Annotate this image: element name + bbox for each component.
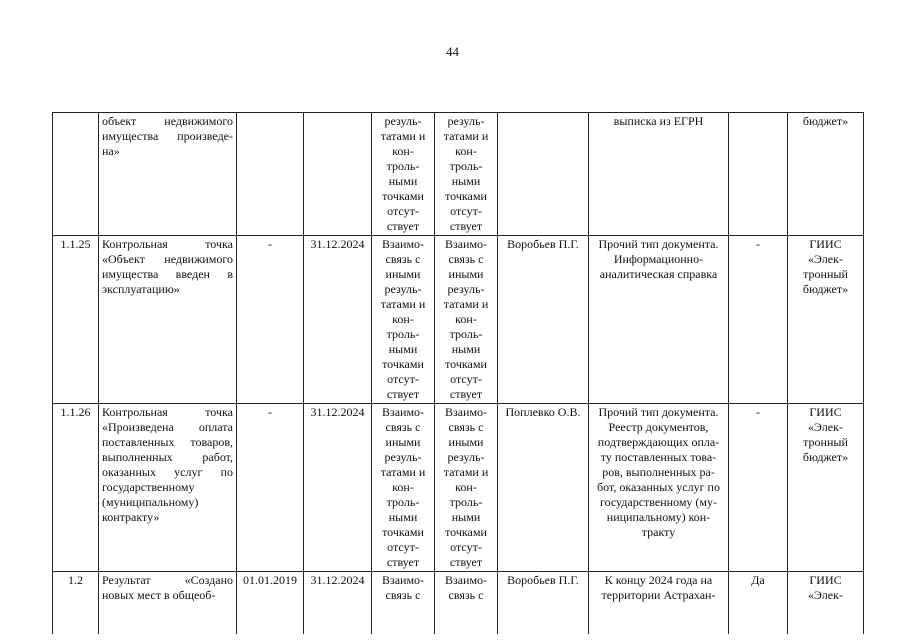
- cell-line: ными: [388, 510, 418, 524]
- cell-line: ров, выполненных ра-: [602, 465, 715, 479]
- cell-line: связь с: [448, 588, 484, 602]
- cell-line: связь с: [448, 252, 484, 266]
- cell-line: иными: [385, 267, 421, 281]
- cell-text: Результат «Создано новых мест в общеоб-: [102, 573, 233, 602]
- cell-line: Взаимо-: [444, 237, 488, 251]
- responsible-cell: [498, 572, 589, 635]
- cell-text: объект недвижимого имущества произведе-на»: [102, 114, 233, 158]
- cell-line: отсут-: [387, 540, 419, 554]
- cell-text: Контрольная точка «Объект недвижимого имущества введен в эксплуатацию»: [102, 237, 233, 296]
- cell-line: точками: [445, 525, 487, 539]
- cell-line: кон-: [392, 312, 414, 326]
- cell-text: 1.1.25: [60, 237, 91, 251]
- successors-cell: [435, 113, 498, 236]
- cell-text: 1.1.26: [60, 405, 91, 419]
- cell-text: -: [268, 405, 272, 419]
- cell-line: Взаимо-: [444, 573, 488, 587]
- page-number: 44: [446, 44, 459, 59]
- row-name-cell: [99, 572, 237, 635]
- flag-cell: [729, 236, 788, 404]
- row-name-cell: [99, 236, 237, 404]
- information-system-cell: [788, 113, 864, 236]
- cell-line: К концу 2024 года на: [604, 573, 713, 587]
- predecessors-cell: [372, 572, 435, 635]
- cell-line: бюджет»: [802, 450, 849, 464]
- flag-cell: [729, 572, 788, 635]
- cell-text: 31.12.2024: [310, 237, 365, 251]
- start-date-cell: [237, 572, 304, 635]
- start-date-cell: [237, 113, 304, 236]
- cell-text: Воробьев П.Г.: [507, 573, 579, 587]
- cell-text: -: [268, 237, 272, 251]
- cell-line: «Элек-: [808, 588, 843, 602]
- predecessors-cell: [372, 404, 435, 572]
- cell-line: подтверждающих опла-: [597, 435, 720, 449]
- cell-line: Прочий тип документа.: [598, 237, 719, 251]
- document-type-cell: [589, 236, 729, 404]
- cell-line: ствует: [449, 387, 483, 401]
- start-date-cell: [237, 404, 304, 572]
- cell-line: татами и: [443, 465, 489, 479]
- cell-line: отсут-: [450, 540, 482, 554]
- cell-line: аналитическая справка: [599, 267, 718, 281]
- cell-line: точками: [382, 525, 424, 539]
- cell-line: ными: [451, 342, 481, 356]
- cell-line: отсут-: [450, 204, 482, 218]
- cell-line: отсут-: [450, 372, 482, 386]
- row-number-cell: [53, 404, 99, 572]
- document-table: [52, 112, 864, 634]
- cell-line: связь с: [385, 252, 421, 266]
- cell-line: резуль-: [384, 114, 422, 128]
- cell-line: отсут-: [387, 204, 419, 218]
- predecessors-cell: [372, 113, 435, 236]
- cell-line: троль-: [386, 495, 420, 509]
- cell-line: Прочий тип документа.: [598, 405, 719, 419]
- cell-line: связь с: [385, 420, 421, 434]
- responsible-cell: [498, 404, 589, 572]
- cell-line: татами и: [380, 129, 426, 143]
- cell-text: Контрольная точка «Произведена оплата поставленных товаров, выполненных работ, оказанных услуг по государственному (муниципальному) контракту»: [102, 405, 233, 524]
- cell-line: ными: [388, 342, 418, 356]
- cell-line: ными: [388, 174, 418, 188]
- cell-line: резуль-: [447, 450, 485, 464]
- cell-line: резуль-: [447, 114, 485, 128]
- cell-line: резуль-: [447, 282, 485, 296]
- cell-line: кон-: [455, 144, 477, 158]
- cell-line: ствует: [386, 387, 420, 401]
- cell-line: ствует: [386, 219, 420, 233]
- cell-line: бюджет»: [802, 114, 849, 128]
- cell-line: резуль-: [384, 450, 422, 464]
- responsible-cell: [498, 236, 589, 404]
- cell-line: отсут-: [387, 372, 419, 386]
- cell-line: татами и: [380, 297, 426, 311]
- cell-line: ГИИС: [809, 237, 842, 251]
- flag-cell: [729, 404, 788, 572]
- cell-text: -: [756, 237, 760, 251]
- end-date-cell: [304, 113, 372, 236]
- predecessors-cell: [372, 236, 435, 404]
- table-row: [53, 236, 864, 404]
- cell-line: ту поставленных това-: [600, 450, 717, 464]
- cell-line: троль-: [449, 327, 483, 341]
- successors-cell: [435, 236, 498, 404]
- cell-line: Взаимо-: [381, 237, 425, 251]
- row-name-cell: [99, 113, 237, 236]
- end-date-cell: [304, 404, 372, 572]
- cell-line: тронный: [803, 267, 848, 281]
- cell-line: троль-: [449, 495, 483, 509]
- row-number-cell: [53, 572, 99, 635]
- cell-line: Взаимо-: [381, 573, 425, 587]
- table-row: [53, 404, 864, 572]
- cell-line: кон-: [392, 480, 414, 494]
- cell-line: кон-: [392, 144, 414, 158]
- cell-line: Информационно-: [613, 252, 704, 266]
- cell-line: кон-: [455, 312, 477, 326]
- cell-line: Реестр документов,: [608, 420, 709, 434]
- cell-line: государственному (му-: [599, 495, 718, 509]
- cell-line: точками: [445, 357, 487, 371]
- successors-cell: [435, 404, 498, 572]
- cell-line: бюджет»: [802, 282, 849, 296]
- cell-line: троль-: [449, 159, 483, 173]
- information-system-cell: [788, 572, 864, 635]
- cell-line: точками: [382, 189, 424, 203]
- row-number-cell: [53, 236, 99, 404]
- cell-line: выписка из ЕГРН: [613, 114, 704, 128]
- information-system-cell: [788, 236, 864, 404]
- cell-line: ГИИС: [809, 405, 842, 419]
- information-system-cell: [788, 404, 864, 572]
- cell-line: татами и: [443, 297, 489, 311]
- cell-line: тронный: [803, 435, 848, 449]
- cell-line: связь с: [448, 420, 484, 434]
- cell-line: точками: [445, 189, 487, 203]
- cell-text: 01.01.2019: [243, 573, 297, 587]
- cell-line: ниципальному) кон-: [606, 510, 711, 524]
- row-name-cell: [99, 404, 237, 572]
- end-date-cell: [304, 572, 372, 635]
- cell-line: ствует: [449, 219, 483, 233]
- cell-line: ствует: [449, 555, 483, 569]
- cell-line: ГИИС: [809, 573, 842, 587]
- cell-line: ными: [451, 510, 481, 524]
- cell-line: татами и: [380, 465, 426, 479]
- successors-cell: [435, 572, 498, 635]
- cell-text: Поплевко О.В.: [505, 405, 581, 419]
- cell-line: связь с: [385, 588, 421, 602]
- cell-line: резуль-: [384, 282, 422, 296]
- cell-line: «Элек-: [808, 420, 843, 434]
- end-date-cell: [304, 236, 372, 404]
- cell-line: ствует: [386, 555, 420, 569]
- cell-text: -: [756, 405, 760, 419]
- cell-text: 31.12.2024: [310, 573, 365, 587]
- cell-text: Воробьев П.Г.: [507, 237, 579, 251]
- cell-line: Взаимо-: [444, 405, 488, 419]
- cell-line: «Элек-: [808, 252, 843, 266]
- cell-line: татами и: [443, 129, 489, 143]
- cell-line: кон-: [455, 480, 477, 494]
- cell-text: Да: [751, 573, 765, 587]
- document-type-cell: [589, 572, 729, 635]
- document-type-cell: [589, 113, 729, 236]
- cell-line: иными: [385, 435, 421, 449]
- document-type-cell: [589, 404, 729, 572]
- cell-text: 1.2: [68, 573, 83, 587]
- flag-cell: [729, 113, 788, 236]
- row-number-cell: [53, 113, 99, 236]
- cell-line: бот, оказанных услуг по: [597, 480, 720, 494]
- cell-text: 31.12.2024: [310, 405, 365, 419]
- cell-line: тракту: [641, 525, 676, 539]
- cell-line: Взаимо-: [381, 405, 425, 419]
- cell-line: троль-: [386, 327, 420, 341]
- table-row: [53, 113, 864, 236]
- cell-line: иными: [448, 435, 484, 449]
- cell-line: иными: [448, 267, 484, 281]
- cell-line: территории Астрахан-: [601, 588, 716, 602]
- cell-line: ными: [451, 174, 481, 188]
- cell-line: точками: [382, 357, 424, 371]
- table-row: [53, 572, 864, 635]
- responsible-cell: [498, 113, 589, 236]
- cell-line: троль-: [386, 159, 420, 173]
- start-date-cell: [237, 236, 304, 404]
